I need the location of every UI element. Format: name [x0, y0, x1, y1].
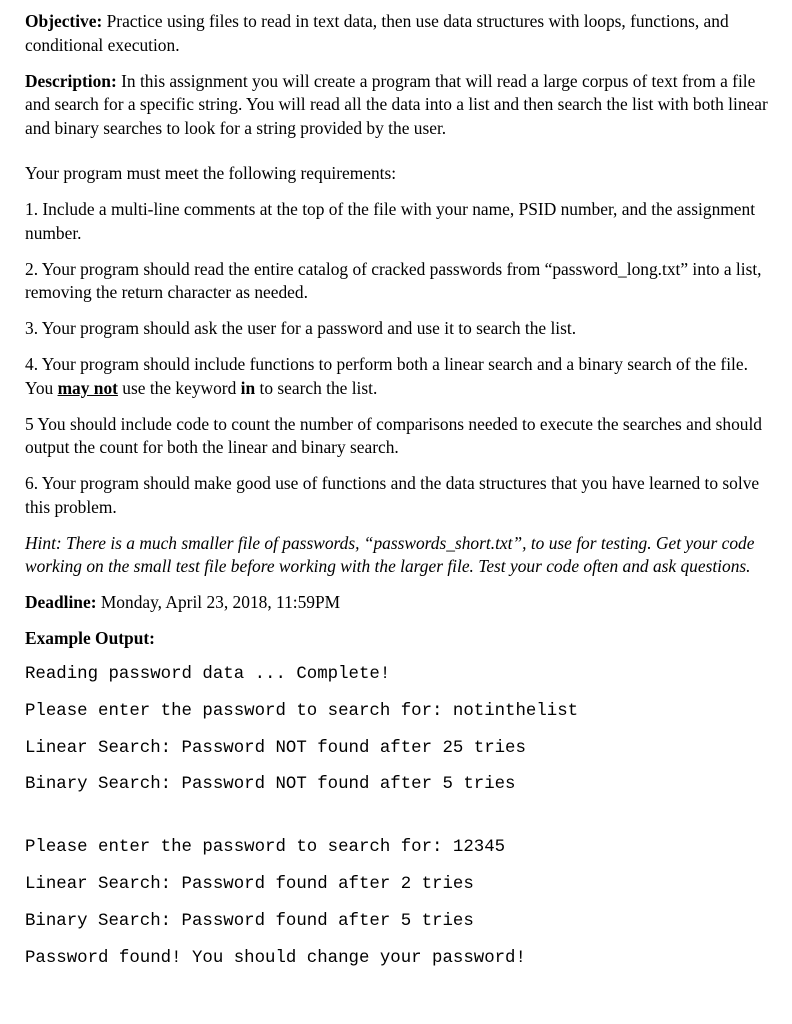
deadline-label: Deadline: [25, 592, 97, 612]
requirements-intro: Your program must meet the following requirements: [25, 163, 397, 183]
example-output-block-1 [25, 663, 775, 797]
requirement-4-after: to search the list. [255, 377, 378, 398]
output-line: Linear Search: Password found after 2 tries [25, 874, 474, 894]
output-line: Please enter the password to search for: 12345 [25, 838, 506, 858]
deadline-paragraph [25, 591, 775, 615]
requirement-6: 6. Your program should make good use of functions and the data structures that you have learned to solve this problem. [25, 473, 760, 517]
output-line: Password found! You should change your password! [25, 948, 526, 968]
requirement-2: 2. Your program should read the entire catalog of cracked passwords from “password_long.txt” into a list, removing the return character as needed. [25, 258, 762, 302]
objective-text: Practice using files to read in text data, then use data structures with loops, functions, and conditional execution. [25, 11, 729, 55]
objective-paragraph [25, 10, 775, 57]
requirement-3: 3. Your program should ask the user for a password and use it to search the list. [25, 318, 577, 338]
description-paragraph [25, 70, 775, 141]
description-label: Description: [25, 70, 117, 91]
requirement-4 [25, 353, 775, 400]
requirement-4-before: 4. Your program should include functions to perform both a linear search and a binary search of the file. You [25, 354, 748, 398]
hint-paragraph: Hint: There is a much smaller file of passwords, “passwords_short.txt”, to use for testing. Get your code working on the small test file before working with the larger file. Test your code often and ask questions. [25, 532, 755, 576]
requirement-1: 1. Include a multi-line comments at the top of the file with your name, PSID number, and the assignment number. [25, 199, 756, 243]
assignment-document [25, 10, 775, 983]
description-text: In this assignment you will create a program that will read a large corpus of text from a file and search for a specific string. You will read all the data into a list and then search the list with both linear and binary searches to look for a string provided by the user. [25, 70, 768, 138]
requirement-5: 5 You should include code to count the number of comparisons needed to execute the searches and should output the count for both the linear and binary search. [25, 413, 762, 457]
output-line: Linear Search: Password NOT found after 25 tries [25, 738, 526, 758]
requirement-4-emphasis: may not [57, 377, 118, 398]
output-spacer [25, 810, 775, 836]
output-line: Binary Search: Password NOT found after 5 tries [25, 775, 516, 795]
requirement-4-middle: use the keyword [117, 377, 241, 398]
requirement-4-keyword: in [240, 377, 256, 398]
objective-label: Objective: [25, 11, 103, 31]
output-line: Binary Search: Password found after 5 tries [25, 911, 474, 931]
output-line: Please enter the password to search for: notinthelist [25, 701, 579, 721]
output-line: Reading password data ... Complete! [25, 665, 391, 684]
example-output-heading: Example Output: [25, 628, 155, 648]
example-output-block-2 [25, 836, 775, 970]
deadline-text: Monday, April 23, 2018, 11:59PM [96, 592, 341, 612]
